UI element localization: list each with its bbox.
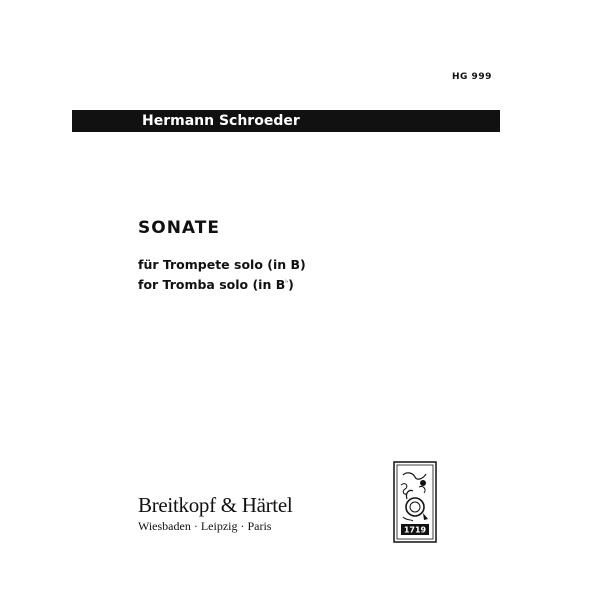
composer-name: Hermann Schroeder	[142, 113, 300, 129]
catalog-number: HG 999	[452, 72, 492, 82]
subtitle-english-close: )	[288, 277, 294, 292]
publisher-name: Breitkopf & Härtel	[138, 493, 293, 517]
subtitle-english	[138, 277, 294, 292]
subtitle-english-main: for Tromba solo (in B	[138, 277, 286, 292]
subtitle-german: für Trompete solo (in B)	[138, 257, 306, 272]
publisher-logo	[393, 461, 437, 543]
logo-year: 1719	[403, 525, 427, 535]
flat-sign: ♭	[285, 278, 289, 285]
composer-band	[72, 110, 500, 132]
work-title: SONATE	[138, 218, 220, 238]
publisher-cities: Wiesbaden · Leipzig · Paris	[138, 519, 272, 533]
